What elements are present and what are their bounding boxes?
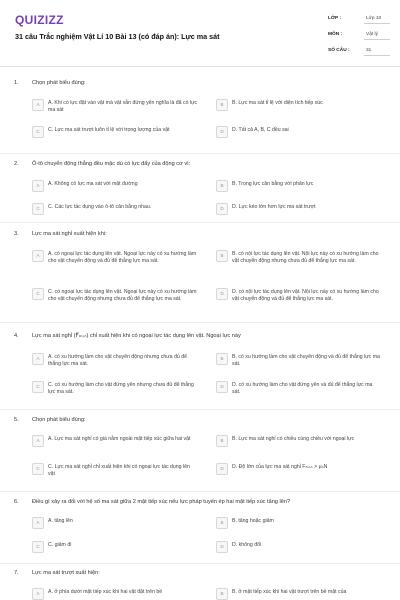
option-letter: D <box>216 288 228 300</box>
option-text: C. Lực ma sát trượt luôn tỉ lệ với trọng lượng của vật <box>48 127 170 133</box>
question-text: Lực ma sát nghỉ (F⃗ₘₛₙ) chỉ xuất hiện khi có ngoại lực tác dụng lên vật. Ngoại lực này <box>32 333 241 339</box>
option-letter: D <box>216 203 228 215</box>
option-text: A. Không có lực ma sát với mặt đường <box>48 181 138 187</box>
option-letter: A <box>32 99 44 111</box>
option-letter: C <box>32 288 44 300</box>
option-letter: C <box>32 203 44 215</box>
option-text: B. tăng hoặc giảm <box>232 518 274 524</box>
question-divider <box>0 563 400 564</box>
question-text: Lực ma sát trượt xuất hiện: <box>32 570 100 576</box>
question-number: 1. <box>14 80 19 86</box>
meta-subject-value: Vật lý <box>366 32 378 37</box>
option-text: A. Lực ma sát nghỉ có giá nằm ngoài mặt tiếp xúc giữa hai vật <box>48 436 191 442</box>
option-letter: B <box>216 435 228 447</box>
meta-class-value: Lớp 10 <box>366 16 382 21</box>
option-letter: B <box>216 353 228 365</box>
option-letter: B <box>216 250 228 262</box>
meta-count-line <box>364 55 390 56</box>
question-text: Lực ma sát nghỉ xuất hiện khi: <box>32 231 107 237</box>
document-title: 31 câu Trắc nghiệm Vật Lí 10 Bài 13 (có đáp án): Lực ma sát <box>15 32 220 41</box>
question-text: Ô-tô chuyển động thẳng đều mặc dù có lực đẩy của động cơ vì: <box>32 161 191 167</box>
meta-count-label: SỐ CÂU : <box>328 48 350 53</box>
option-text: B. Lực ma sát nghỉ có chiều cùng chiều với ngoại lực <box>232 436 355 442</box>
option-text: D. Độ lớn của lực ma sát nghỉ Fₘₛₙ > μₙN <box>232 464 328 470</box>
option-text: C. Lực ma sát nghỉ chỉ xuất hiện khi có ngoại lực tác dụng lên vật <box>48 464 190 477</box>
question-text: Điều gì xảy ra đối với hệ số ma sát giữa 2 mặt tiếp xúc nếu lực pháp tuyến ép hai mặt tiếp xúc tăng lên? <box>32 499 291 505</box>
option-text: A. Khi có lực đặt vào vật mà vật vẫn đứng yên nghĩa là đã có lực ma sát <box>48 100 198 113</box>
option-letter: C <box>32 126 44 138</box>
option-letter: D <box>216 381 228 393</box>
question-divider <box>0 322 400 323</box>
question-number: 3. <box>14 231 19 237</box>
option-text: C. có ngoại lực tác dụng lên vật. Ngoại lực này có xu hướng làm cho vật chuyển động nhưng chưa đủ để thắng lực ma sát. <box>48 289 197 302</box>
option-text: D. Tất cả A, B, C đều sai <box>232 127 289 133</box>
option-letter: B <box>216 99 228 111</box>
question-divider <box>0 222 400 223</box>
question-number: 2. <box>14 161 19 167</box>
option-letter: C <box>32 381 44 393</box>
option-letter: A <box>32 250 44 262</box>
option-text: B. có xu hướng làm cho vật chuyển động và đủ để thắng lực ma sát. <box>232 354 380 367</box>
option-text: D. Lực kéo lớn hơn lực ma sát trượt <box>232 204 316 210</box>
option-text: A. có xu hướng làm cho vật chuyển động nhưng chưa đủ để thắng lực ma sát. <box>48 354 187 367</box>
option-text: B. Lực ma sát tỉ lệ với diện tích tiếp xúc <box>232 100 323 106</box>
option-letter: D <box>216 463 228 475</box>
option-text: D. không đổi <box>232 542 262 548</box>
option-text: D. có nội lực tác dụng lên vật. Nội lực này có xu hướng làm cho vật chuyển động và đủ để thắng lực ma sát. <box>232 289 379 302</box>
option-text: B. ở mặt tiếp xúc khi hai vật trượt trên bề mặt của <box>232 589 347 595</box>
option-letter: D <box>216 126 228 138</box>
option-text: B. Trọng lực cân bằng với phản lực <box>232 181 314 187</box>
option-letter: A <box>32 517 44 529</box>
option-text: B. có nội lực tác dụng lên vật. Nội lực này có xu hướng làm cho vật chuyển động nhưng chưa đủ để thắng lực ma sát. <box>232 251 379 264</box>
meta-subject-line <box>364 39 390 40</box>
option-letter: D <box>216 541 228 553</box>
option-letter: B <box>216 517 228 529</box>
question-divider <box>0 491 400 492</box>
question-divider <box>0 409 400 410</box>
option-letter: A <box>32 353 44 365</box>
question-text: Chọn phát biểu đúng: <box>32 417 86 423</box>
option-letter: A <box>32 588 44 600</box>
option-text: C. giảm đi <box>48 542 72 548</box>
meta-class-line <box>364 23 390 24</box>
option-letter: B <box>216 180 228 192</box>
option-text: D. có xu hướng làm cho vật đứng yên và đủ để thắng lực ma sát. <box>232 382 373 395</box>
option-letter: B <box>216 588 228 600</box>
option-letter: C <box>32 541 44 553</box>
option-letter: A <box>32 180 44 192</box>
option-text: A. tăng lên <box>48 518 73 524</box>
meta-count-value: 31 <box>366 48 372 53</box>
option-text: C. có xu hướng làm cho vật đứng yên nhưng chưa đủ để thắng lực ma sát. <box>48 382 194 395</box>
option-letter: C <box>32 463 44 475</box>
question-number: 5. <box>14 417 19 423</box>
option-text: C. Các lực tác dụng vào ô-tô cân bằng nhau. <box>48 204 152 210</box>
quizizz-logo: QUIZIZZ <box>15 13 64 27</box>
option-text: A. có ngoại lực tác dụng lên vật. Ngoại lực này có xu hướng làm cho vật chuyển động và đủ để thắng lực ma sát. <box>48 251 197 264</box>
question-text: Chọn phát biểu đúng: <box>32 80 86 86</box>
worksheet-header <box>0 0 400 67</box>
meta-class-label: LỚP : <box>328 16 342 21</box>
meta-subject-label: MÔN : <box>328 32 343 37</box>
question-number: 4. <box>14 333 19 339</box>
option-text: A. ở phía dưới mặt tiếp xúc khi hai vật đặt trên bề <box>48 589 163 595</box>
option-letter: A <box>32 435 44 447</box>
question-number: 7. <box>14 570 19 576</box>
question-divider <box>0 153 400 154</box>
question-number: 6. <box>14 499 19 505</box>
